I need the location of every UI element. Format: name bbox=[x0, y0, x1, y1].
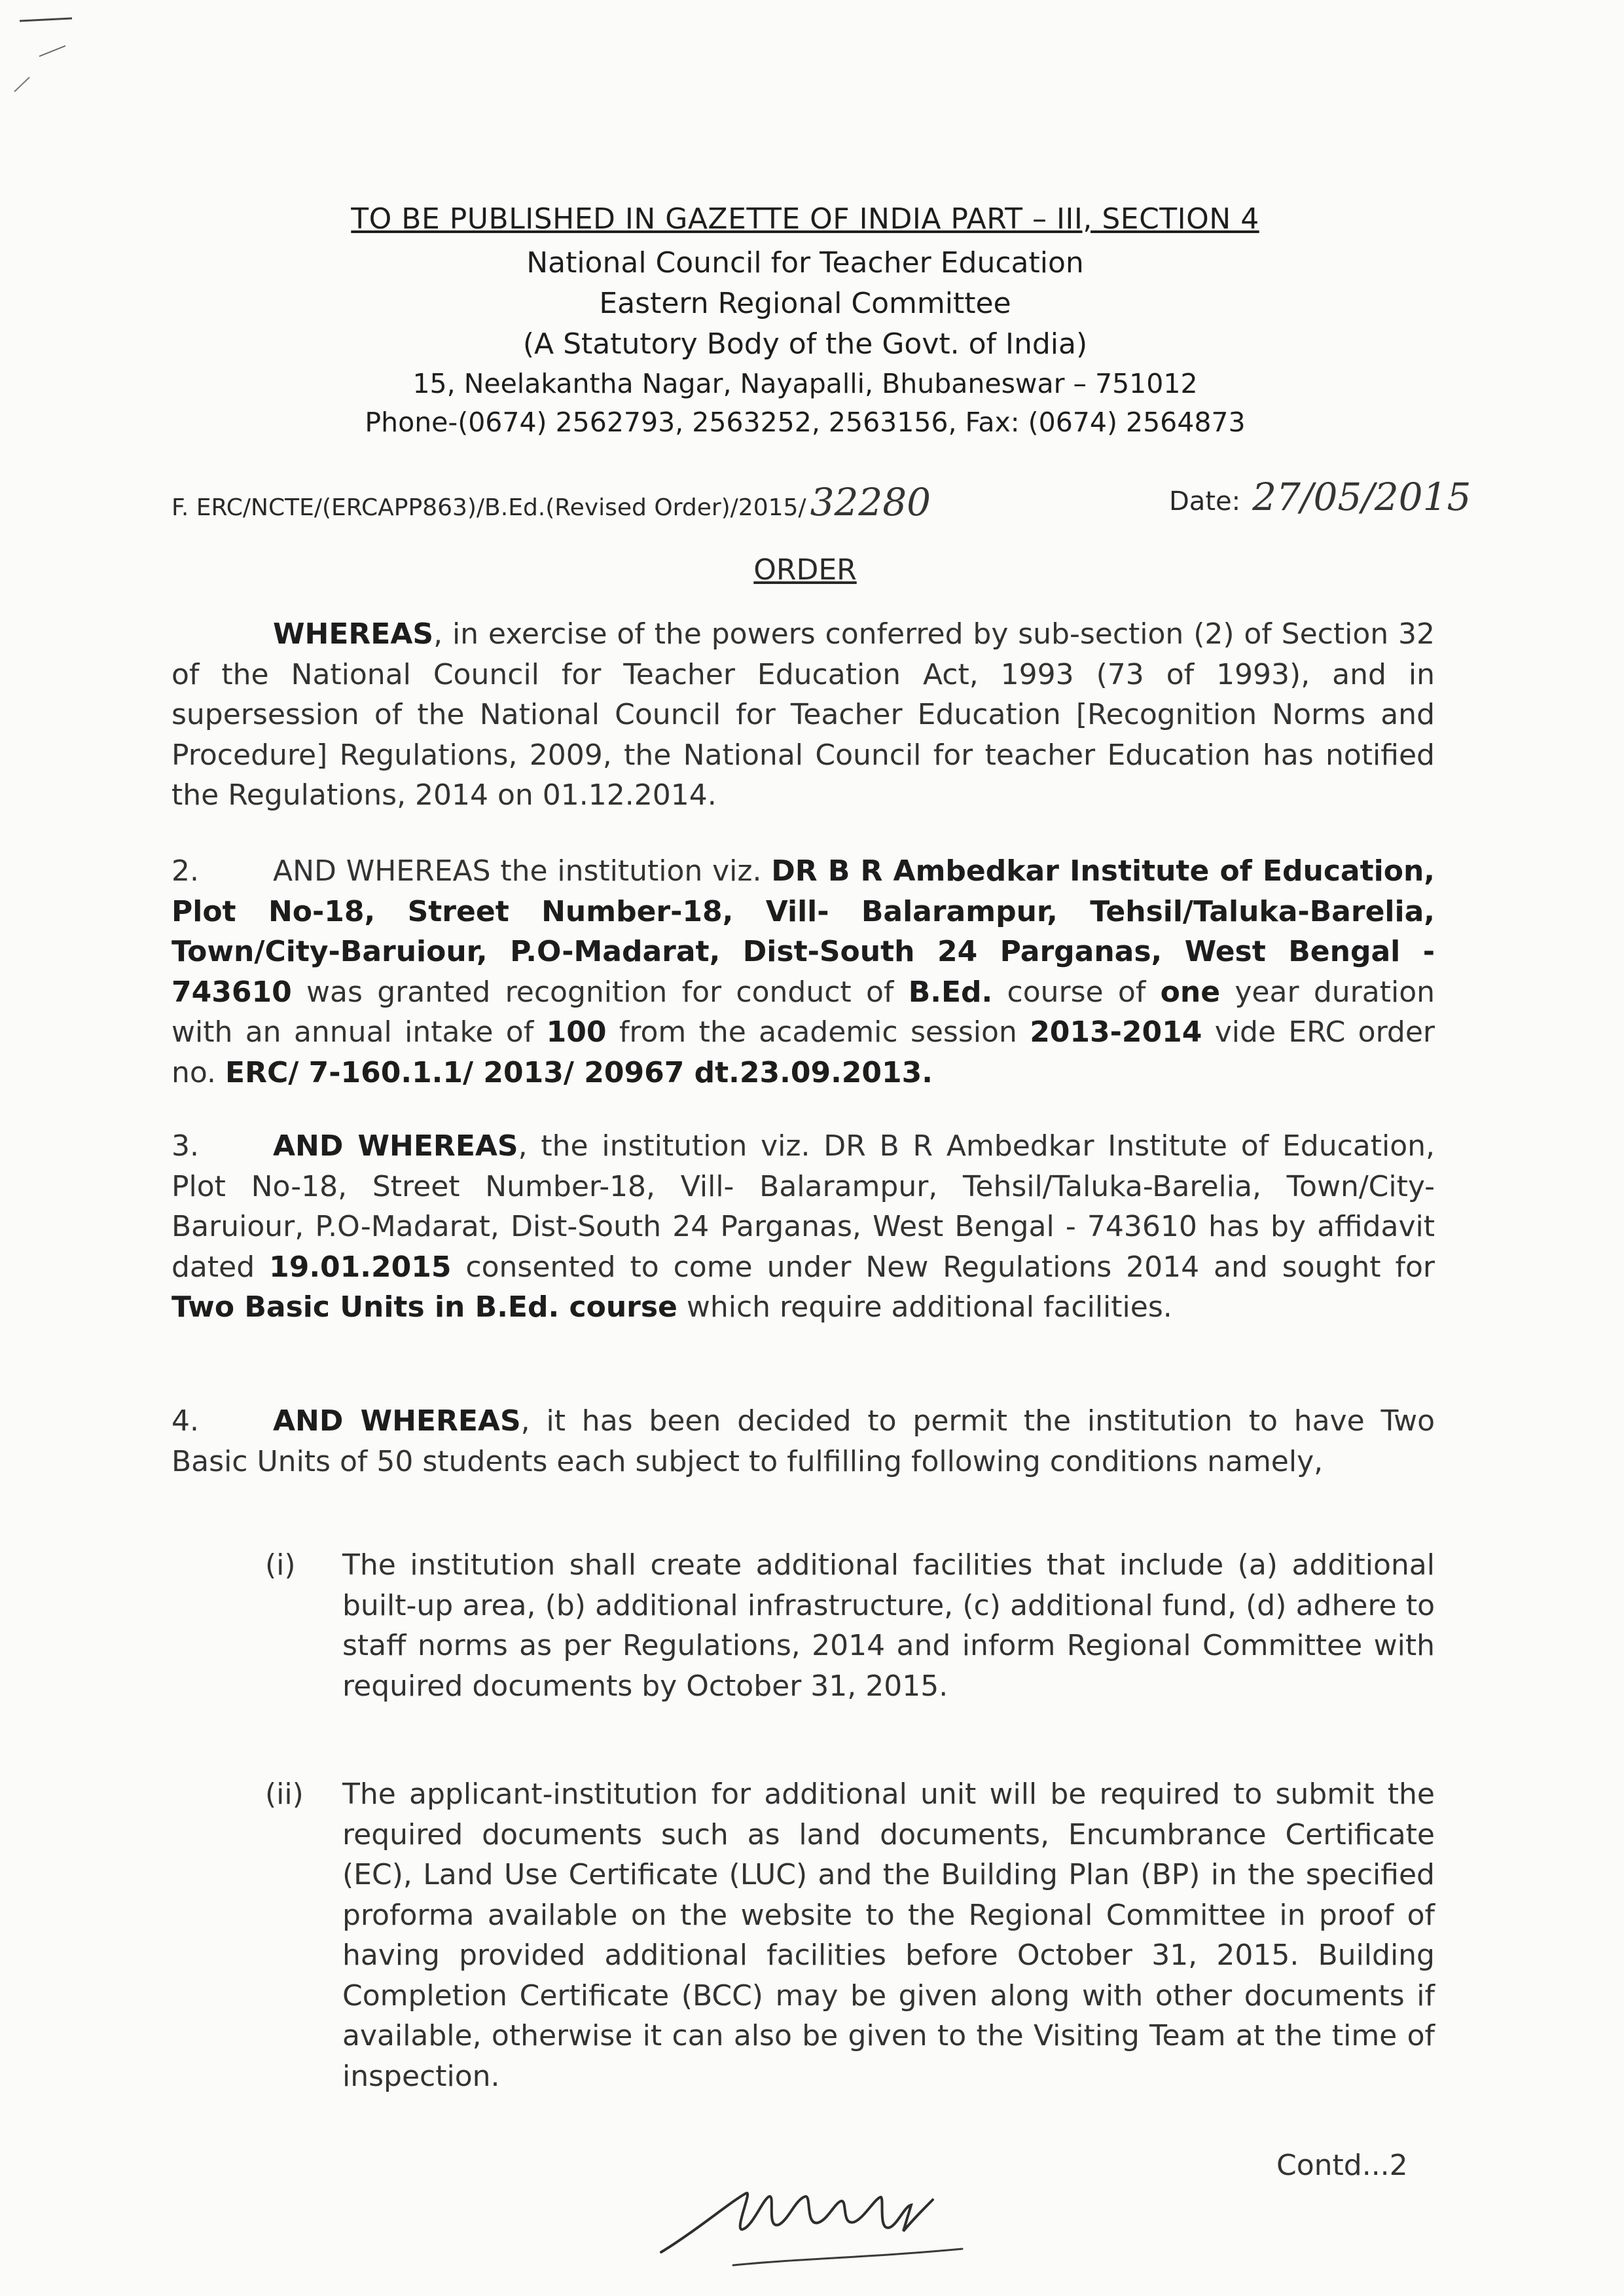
condition-number: (i) bbox=[265, 1548, 296, 1582]
gazette-heading: TO BE PUBLISHED IN GAZETTE OF INDIA PART – III, SECTION 4 bbox=[351, 202, 1259, 236]
order-date bbox=[1169, 475, 1471, 519]
p4-number: 4. bbox=[171, 1404, 199, 1438]
p2-duration: one bbox=[1160, 975, 1221, 1009]
condition-text: The institution shall create additional facilities that include (a) additional built-up area, (b) additional infrastructure, (c) additional fund, (d) adhere to staff norms as per Regulations, 2014 and inform Regional Committee with required documents by October 31, 2015. bbox=[342, 1548, 1435, 1703]
signature-icon bbox=[655, 2154, 1021, 2285]
p1-lead: WHEREAS bbox=[273, 617, 434, 651]
handwritten-date: 27/05/2015 bbox=[1252, 475, 1471, 519]
p2-session: 2013-2014 bbox=[1030, 1015, 1202, 1049]
p3-text: , the institution viz. DR B R Ambedkar Institute of Education, Plot No-18, Street Number-18, Vill- Balarampur, Tehsil/Taluka-Barelia, Town/City-Baruiour, P.O-Madarat, Dist-South 24 Parganas, West Bengal - 743610 has by affidavit dated bbox=[171, 1129, 1435, 1284]
p2-text: vide ERC order no. bbox=[171, 1015, 1435, 1089]
continued-note: Contd...2 bbox=[1276, 2149, 1408, 2182]
pen-mark-icon bbox=[0, 0, 131, 131]
committee-name: Eastern Regional Committee bbox=[599, 287, 1011, 320]
p3-number: 3. bbox=[171, 1129, 199, 1163]
p2-text: year duration with an annual intake of bbox=[171, 975, 1435, 1049]
date-label: Date: bbox=[1169, 486, 1241, 517]
p2-text: course of bbox=[992, 975, 1161, 1009]
council-name: National Council for Teacher Education bbox=[526, 246, 1084, 280]
handwritten-ref-number: 32280 bbox=[810, 480, 931, 524]
condition-item bbox=[265, 1545, 1435, 1706]
p4-lead: AND WHEREAS bbox=[273, 1404, 521, 1438]
contact-numbers: Phone-(0674) 2562793, 2563252, 2563156, Fax: (0674) 2564873 bbox=[365, 407, 1246, 438]
p3-text: which require additional facilities. bbox=[677, 1290, 1172, 1324]
paragraph-4 bbox=[171, 1401, 1435, 1482]
p3-lead: AND WHEREAS bbox=[273, 1129, 518, 1163]
condition-text: The applicant-institution for additional unit will be required to submit the required documents such as land documents, Encumbrance Certificate (EC), Land Use Certificate (LUC) and the Building Plan (BP) in the specified proforma available on the website to the Regional Committee in proof of having provided additional facilities before October 31, 2015. Building Completion Certificate (BCC) may be given along with other documents if available, otherwise it can also be given to the Visiting Team at the time of inspection. bbox=[342, 1777, 1435, 2093]
file-reference bbox=[171, 480, 931, 524]
p2-erc-order: ERC/ 7-160.1.1/ 2013/ 20967 dt.23.09.2013. bbox=[225, 1055, 933, 1089]
statutory-note: (A Statutory Body of the Govt. of India) bbox=[522, 327, 1088, 361]
p4-text: , it has been decided to permit the institution to have Two Basic Units of 50 students each subject to fulfilling following conditions namely, bbox=[171, 1404, 1435, 1478]
condition-number: (ii) bbox=[265, 1777, 304, 1811]
p2-intake: 100 bbox=[546, 1015, 607, 1049]
order-title: ORDER bbox=[753, 553, 857, 587]
p2-course: B.Ed. bbox=[908, 975, 993, 1009]
office-address: 15, Neelakantha Nagar, Nayapalli, Bhubaneswar – 751012 bbox=[412, 368, 1198, 399]
p3-text: consented to come under New Regulations 2014 and sought for bbox=[451, 1250, 1435, 1284]
file-reference-prefix: F. ERC/NCTE/(ERCAPP863)/B.Ed.(Revised Order)/2015/ bbox=[171, 494, 806, 521]
p2-text: AND WHEREAS the institution viz. bbox=[273, 854, 772, 888]
p3-units: Two Basic Units in B.Ed. course bbox=[171, 1290, 677, 1324]
paragraph-1 bbox=[171, 614, 1435, 816]
condition-item bbox=[265, 1774, 1435, 2096]
p3-affidavit-date: 19.01.2015 bbox=[269, 1250, 452, 1284]
paragraph-2 bbox=[171, 851, 1435, 1093]
p2-text: from the academic session bbox=[606, 1015, 1030, 1049]
p1-text: , in exercise of the powers conferred by sub-section (2) of Section 32 of the National Council for Teacher Education Act, 1993 (73 of 1993), and in supersession of the National Council for Teacher Education [Recognition Norms and Procedure] Regulations, 2009, the National Council for teacher Education has notified the Regulations, 2014 on 01.12.2014. bbox=[171, 617, 1435, 812]
p2-text: was granted recognition for conduct of bbox=[291, 975, 909, 1009]
p2-number: 2. bbox=[171, 854, 199, 888]
paragraph-3 bbox=[171, 1126, 1435, 1328]
p2-institution: DR B R Ambedkar Institute of Education, Plot No-18, Street Number-18, Vill- Balarampur, Tehsil/Taluka-Barelia, Town/City-Baruiour, P.O-Madarat, Dist-South 24 Parganas, West Bengal - 743610 bbox=[171, 854, 1435, 1009]
